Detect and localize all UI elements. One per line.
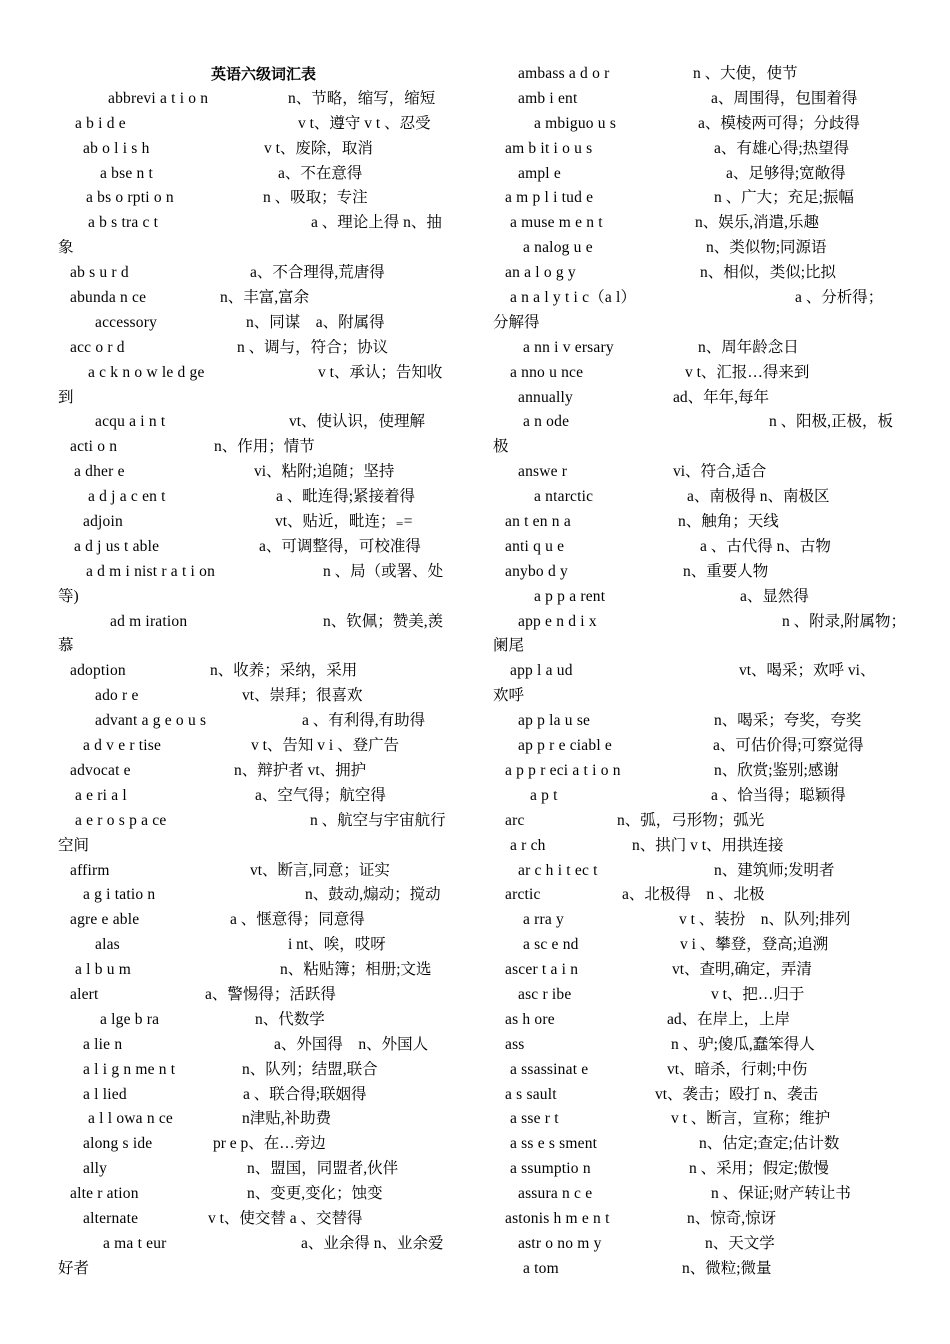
vocab-entry [58,1008,478,1033]
vocab-word: astr o no m y [518,1234,602,1252]
vocab-word: a nn i v ersary [523,338,614,356]
vocab-entry [493,560,913,585]
vocab-entry [58,410,478,435]
vocab-word: advocat e [70,761,131,779]
vocab-definition: vt、喝采；欢呼 vi、 [739,662,876,680]
vocab-entry [493,87,913,112]
vocab-word: acqu a i n t [95,413,166,431]
vocab-word: arc [505,811,525,829]
vocab-entry [493,659,913,709]
vocab-entry [58,211,478,261]
vocab-definition: n、触角；天线 [678,513,779,531]
vocab-word: app e n d i x [518,612,597,630]
vocab-word: a l b u m [75,961,132,979]
vocab-definition: a、业余得 n、业余爱 [301,1234,444,1252]
vocab-entry [58,1058,478,1083]
vocab-definition: vt、暗杀，行刺;中伤 [667,1060,808,1078]
vocab-definition: n、欣赏;鉴别;感谢 [714,761,839,779]
vocab-word: a p t [530,786,558,804]
vocab-entry [58,859,478,884]
vocab-definition: n、变更,变化；蚀变 [247,1185,383,1203]
vocab-word: ado r e [95,687,139,705]
vocab-word: a muse m e n t [510,214,603,232]
vocab-word: a dher e [74,463,125,481]
vocab-definition: pr e p、在…旁边 [213,1135,326,1153]
vocab-entry [493,859,913,884]
vocab-definition: a、空气得；航空得 [255,786,386,804]
vocab-definition: a、显然得 [740,587,809,605]
vocab-definition: a、南极得 n、南极区 [687,488,830,506]
vocab-definition: a、模棱两可得；分歧得 [698,114,860,132]
vocab-definition: a 、惬意得；同意得 [230,911,365,929]
vocab-word: a e ri a l [75,786,127,804]
vocab-entry [493,162,913,187]
vocab-word: a rra y [523,911,564,929]
vocab-word: ascer t a i n [505,961,579,979]
vocab-definition: n、周年龄念日 [698,338,799,356]
vocab-entry [58,709,478,734]
vocab-word: ab o l i s h [83,139,150,157]
vocab-word: a c k n o w le d ge [88,363,205,381]
vocab-word: a ma t eur [103,1234,167,1252]
vocab-definition: n 、大使，使节 [693,65,798,82]
vocab-definition: n、重要人物 [683,562,769,580]
vocab-word: a r ch [510,836,546,854]
vocab-word: arctic [505,886,541,904]
vocab-definition: n、娱乐,消遣,乐趣 [695,214,820,232]
vocab-entry [493,834,913,859]
vocab-definition: n、同谋 a、附属得 [246,313,385,331]
vocab-definition: v i 、攀登，登高;追溯 [680,936,829,954]
vocab-word: astonis h m e n t [505,1209,610,1227]
vocab-entry [493,186,913,211]
vocab-word: app l a ud [510,662,573,680]
vocab-definition: a、可调整得，可校准得 [259,537,421,555]
vocab-entry [58,883,478,908]
vocab-entry [493,211,913,236]
vocab-definition: n 、调与，符合；协议 [237,338,389,356]
vocab-entry [58,460,478,485]
vocab-entry [58,958,478,983]
vocab-definition: n、估定;查定;估计数 [699,1135,840,1153]
vocab-definition: n、鼓动,煽动；搅动 [305,886,441,904]
vocab-word: a l l owa n ce [88,1110,173,1128]
vocab-definition-continued: 阑尾 [493,637,525,655]
vocab-word: a d m i nist r a t i on [86,562,216,580]
vocab-word: a mbiguo u s [534,114,617,132]
vocab-entry [493,236,913,261]
vocab-entry [493,1058,913,1083]
vocab-definition: n、作用；情节 [214,438,315,456]
vocab-word: affirm [70,861,110,879]
vocab-entry [493,410,913,460]
vocab-word: a n a l y t i c（a l） [510,289,637,307]
vocab-word: a sse r t [510,1110,559,1128]
vocab-entry [493,709,913,734]
vocab-word: ad m iration [110,612,188,630]
vocab-entry [493,1008,913,1033]
vocab-definition-continued: 欢呼 [493,687,525,705]
vocab-definition: a、不在意得 [278,164,363,182]
vocab-definition: v t 、装扮 n、队列;排列 [679,911,851,929]
vocab-entry [493,1033,913,1058]
vocab-entry [58,983,478,1008]
vocab-entry [58,1132,478,1157]
vocab-word: a d j us t able [74,537,160,555]
vocab-word: annually [518,388,573,406]
vocab-definition: vi、符合,适合 [673,463,767,481]
vocab-word: a lge b ra [100,1010,160,1028]
vocab-entry [58,1232,478,1282]
vocab-entry [493,510,913,535]
vocab-word: abunda n ce [70,289,147,307]
vocab-entry [493,734,913,759]
vocab-definition: a 、毗连得;紧接着得 [276,488,416,506]
vocab-entry [493,535,913,560]
vocab-definition: a、北极得 n 、北极 [622,886,765,904]
vocab-definition: n津贴,补助费 [242,1110,332,1128]
vocab-word: abbrevi a t i o n [108,89,209,107]
vocab-definition: v t、遵守 v t 、忍受 [298,114,431,132]
vocab-definition: n 、保证;财产转让书 [711,1185,851,1203]
vocab-definition: a、有雄心得;热望得 [714,139,850,157]
vocab-entry [493,784,913,809]
vocab-word: a d j a c en t [88,488,166,506]
vocab-definition: a、警惕得；活跃得 [205,985,336,1003]
vocab-definition-continued: 慕 [58,637,74,655]
vocab-definition: n、弧，弓形物；弧光 [617,811,765,829]
vocab-definition: n 、广大；充足;振幅 [714,189,854,207]
vocab-definition: vi、粘附;追随；坚持 [254,463,395,481]
vocab-entry [493,809,913,834]
vocab-word: ab s u r d [70,264,129,282]
vocab-entry [493,1232,913,1257]
vocab-word: ally [83,1160,108,1178]
vocab-word: ar c h i t ec t [518,861,598,879]
vocab-word: a nalog u e [523,239,593,257]
vocab-word: ampl e [518,164,561,182]
vocab-entry [493,1182,913,1207]
vocab-word: assura n c e [518,1185,593,1203]
vocab-definition: n、丰富,富余 [220,289,310,307]
vocab-definition: n、喝采；夸奖，夸奖 [714,712,862,730]
vocab-definition: n、微粒;微量 [682,1259,772,1277]
vocab-word: a bs o rpti o n [86,189,174,207]
vocab-word: anybo d y [505,562,568,580]
vocab-definition: vt、断言,同意；证实 [250,861,390,879]
vocab-definition: n、惊奇,惊讶 [687,1209,777,1227]
vocab-entry [58,809,478,859]
vocab-entry [493,1157,913,1182]
vocab-word: as h ore [505,1010,555,1028]
vocab-entry [58,734,478,759]
vocab-definition: v t、把…归于 [711,985,805,1003]
vocab-definition-continued: 象 [58,239,74,257]
vocab-entry [58,1157,478,1182]
vocab-entry [58,1182,478,1207]
vocab-definition: vt、查明,确定，弄清 [672,961,812,979]
vocab-definition-continued: 等) [58,587,79,605]
vocab-entry [58,87,478,112]
vocab-definition: n 、局（或署、处 [323,562,444,580]
vocab-definition: n 、吸取；专注 [263,189,368,207]
vocab-word: anti q u e [505,537,565,555]
vocab-word: a s sault [505,1085,557,1103]
vocab-definition: v t 、断言，宣称；维护 [671,1110,831,1128]
vocab-entry [58,1083,478,1108]
vocab-entry [493,137,913,162]
vocab-entry [58,137,478,162]
vocab-word: alte r ation [70,1185,139,1203]
vocab-entry [58,1107,478,1132]
vocab-word: a ss e s sment [510,1135,598,1153]
vocab-entry [58,510,478,535]
vocab-word: alert [70,985,99,1003]
vocab-definition: a、不合理得,荒唐得 [250,264,385,282]
vocab-word: along s ide [83,1135,153,1153]
vocab-entry [58,684,478,709]
vocab-word: an t en n a [505,513,571,531]
vocab-definition: vt、袭击；殴打 n、袭击 [655,1085,819,1103]
vocab-entry [493,1207,913,1232]
vocab-entry [58,336,478,361]
vocab-definition: n、辩护者 vt、拥护 [234,761,367,779]
vocab-entry [58,186,478,211]
vocab-definition: n、节略，缩写，缩短 [288,89,436,107]
vocab-entry [58,435,478,460]
vocab-definition: vt、崇拜；很喜欢 [242,687,363,705]
vocab-definition: n、粘贴簿；相册;文选 [280,961,432,979]
vocab-definition-continued: 好者 [58,1259,90,1277]
vocab-definition: a 、联合得;联姻得 [243,1085,367,1103]
vocab-definition-continued: 到 [58,388,74,406]
vocab-entry [493,1083,913,1108]
vocab-entry [493,610,913,660]
vocab-word: acti o n [70,438,118,456]
vocab-entry [58,162,478,187]
vocab-word: a p p r eci a t i o n [505,761,621,779]
vocab-entry [493,386,913,411]
vocab-entry [493,883,913,908]
vocab-entry [493,983,913,1008]
vocab-word: a p p a rent [534,587,606,605]
vocab-word: a ssumptio n [510,1160,591,1178]
vocab-definition: n、收养；采纳，采用 [210,662,358,680]
vocab-definition: a、足够得;宽敞得 [726,164,846,182]
vocab-word: advant a g e o u s [95,712,207,730]
vocab-definition: v t、废除，取消 [264,139,373,157]
vocab-entry [58,908,478,933]
vocab-definition-continued: 分解得 [493,313,540,331]
vocab-entry [58,610,478,660]
vocab-entry [493,460,913,485]
vocab-definition: n 、航空与宇宙航行 [310,811,446,829]
vocab-definition: n、建筑师;发明者 [714,861,835,879]
vocab-word: amb i ent [518,89,578,107]
vocab-word: a sc e nd [523,936,579,954]
vocab-word: adjoin [83,513,123,531]
vocab-entry [493,759,913,784]
vocab-word: alternate [83,1209,139,1227]
vocab-definition: n 、阳极,正极，板 [769,413,894,431]
vocab-word: adoption [70,662,126,680]
page-title: 英语六级词汇表 [211,65,317,83]
vocab-definition: n、代数学 [255,1010,325,1028]
vocab-definition: v t、承认；告知收 [318,363,443,381]
vocab-entry [58,759,478,784]
vocab-word: a n ode [523,413,570,431]
vocab-word: a bse n t [100,164,154,182]
vocab-entry [58,286,478,311]
vocab-definition: n、类似物;同源语 [706,239,827,257]
vocab-definition: a、周围得，包围着得 [711,89,858,107]
vocab-entry [493,1257,913,1282]
vocab-entry [58,361,478,411]
vocab-entry [493,361,913,386]
vocab-entry [493,112,913,137]
vocab-entry [58,261,478,286]
vocab-definition: a 、有利得,有助得 [302,712,426,730]
vocab-entry [58,535,478,560]
vocab-word: ap p r e ciabl e [518,737,612,755]
vocab-entry [493,1107,913,1132]
vocab-entry [58,485,478,510]
vocab-word: a lie n [83,1035,123,1053]
vocab-definition: v t、告知 v i 、登广告 [251,737,400,755]
vocab-definition: a 、理论上得 n、抽 [311,214,442,232]
vocab-entry [493,485,913,510]
vocab-entry [58,1033,478,1058]
vocab-entry [58,659,478,684]
vocab-definition: ad、在岸上，上岸 [667,1010,791,1028]
vocab-word: a g i tatio n [83,886,156,904]
vocab-definition: i nt、唉，哎呀 [288,936,386,954]
vocab-entry [493,336,913,361]
vocab-definition: n、钦佩；赞美,羡 [323,612,444,630]
vocab-definition-continued: 空间 [58,836,90,854]
vocab-word: accessory [95,313,158,331]
vocab-word: an a l o g y [505,264,576,282]
vocab-definition: n 、采用；假定;傲慢 [689,1160,829,1178]
vocab-definition: a 、分析得； [795,289,884,307]
vocab-definition: v t、使交替 a 、交替得 [208,1209,363,1227]
vocab-entry [58,560,478,610]
vocab-definition: a 、古代得 n、古物 [700,537,831,555]
vocab-definition: v t、汇报…得来到 [685,363,810,381]
vocab-word: asc r ibe [518,985,572,1003]
vocab-definition-continued: 极 [493,438,509,456]
vocab-entry [493,585,913,610]
vocab-definition: a、可估价得;可察觉得 [713,737,864,755]
vocab-entry [493,62,913,87]
vocab-entry [493,958,913,983]
vocab-definition: n 、附录,附属物； [782,612,907,630]
vocab-word: ap p la u se [518,712,591,730]
vocab-entry [58,1207,478,1232]
vocab-word: answe r [518,463,568,481]
vocab-definition: a、外国得 n、外国人 [274,1035,429,1053]
vocab-word: a nno u nce [510,363,584,381]
vocab-word: a ntarctic [534,488,594,506]
vocab-definition: vt、使认识，使理解 [289,413,426,431]
vocab-definition: a 、恰当得；聪颖得 [711,786,846,804]
vocab-word: agre e able [70,911,140,929]
vocab-definition: vt、贴近，毗连；₌= [275,513,413,531]
vocab-entry [58,784,478,809]
vocab-word: a m p l i tud e [505,189,594,207]
vocab-word: a l i g n me n t [83,1060,176,1078]
vocab-definition: n 、驴;傻瓜,蠢笨得人 [671,1035,815,1053]
vocab-entry [493,261,913,286]
vocab-word: a ssassinat e [510,1060,589,1078]
vocab-word: alas [95,936,120,954]
vocab-word: a d v e r tise [83,737,162,755]
vocab-entry [58,311,478,336]
vocab-word: a tom [523,1259,559,1277]
vocab-word: a b s tra c t [88,214,159,232]
vocab-word: acc o r d [70,338,125,356]
vocab-entry [493,286,913,336]
vocab-definition: n、相似，类似;比拟 [700,264,837,282]
vocab-entry [58,112,478,137]
vocab-word: a e r o s p a ce [75,811,167,829]
vocab-word: ass [505,1035,525,1053]
left-column [58,62,478,1282]
vocab-word: ambass a d o r [518,65,610,82]
vocab-entry [58,933,478,958]
vocab-definition: n、队列；结盟,联合 [242,1060,378,1078]
vocab-word: a l lied [83,1085,127,1103]
right-column [493,62,913,1282]
vocab-word: a b i d e [75,114,126,132]
vocab-definition: n、拱门 v t、用拱连接 [632,836,784,854]
vocab-entry [493,1132,913,1157]
vocab-entry [493,908,913,933]
vocab-definition: ad、年年,每年 [673,388,770,406]
vocab-definition: n、天文学 [705,1234,775,1252]
vocab-word: am b it i o u s [505,139,593,157]
vocab-entry [493,933,913,958]
vocab-definition: n、盟国，同盟者,伙伴 [247,1160,399,1178]
